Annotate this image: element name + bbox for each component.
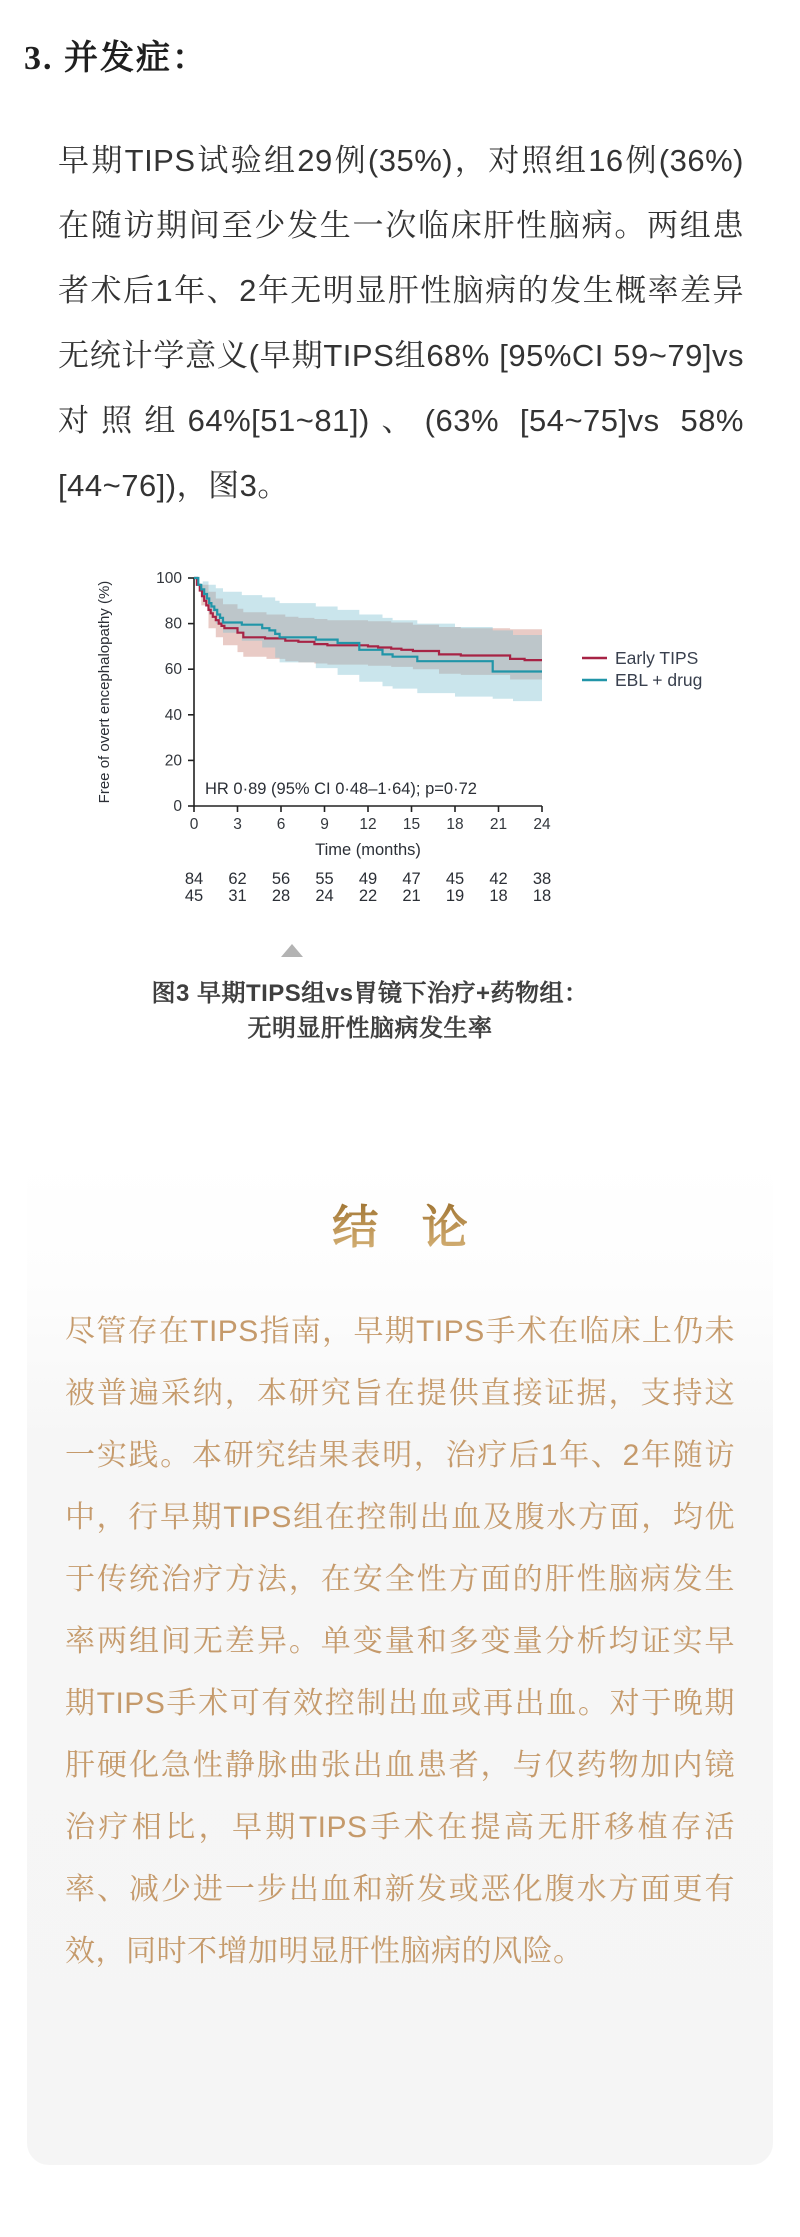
at-risk-number: 42 — [489, 870, 508, 888]
at-risk-number: 55 — [315, 870, 334, 888]
at-risk-number: 18 — [489, 887, 508, 905]
at-risk-number: 31 — [228, 887, 247, 905]
y-tick-label: 80 — [164, 615, 182, 633]
x-tick-label: 6 — [276, 816, 286, 833]
figure-caption-line2: 无明显肝性脑病发生率 — [247, 1015, 493, 1042]
complications-paragraph: 早期TIPS试验组29例(35%)，对照组16例(36%)在随访期间至少发生一次临床肝性脑病。两组患者术后1年、2年无明显肝性脑病的发生概率差异无统计学意义(早期TIPS组68% [95%CI 59~79]vs对照组64%[51~81])、(63% [54~75]vs 58%[44~76])，图3。 — [58, 143, 744, 503]
at-risk-number: 45 — [445, 870, 465, 888]
at-risk-number: 22 — [358, 887, 378, 905]
at-risk-number: 62 — [228, 870, 247, 888]
at-risk-number: 47 — [402, 870, 421, 888]
x-tick-label: 0 — [189, 816, 199, 833]
at-risk-number: 38 — [532, 870, 552, 888]
y-axis-label: Free of overt encephalopathy (%) — [96, 580, 113, 804]
y-tick-label: 100 — [156, 570, 182, 587]
at-risk-number: 49 — [358, 870, 378, 888]
km-survival-chart — [95, 553, 755, 915]
y-tick-label: 0 — [173, 798, 182, 815]
at-risk-number: 45 — [184, 887, 204, 905]
x-tick-label: 21 — [489, 816, 508, 833]
at-risk-number: 56 — [271, 870, 291, 888]
at-risk-number: 19 — [445, 887, 465, 905]
x-tick-label: 18 — [446, 816, 464, 833]
x-tick-label: 15 — [402, 816, 421, 833]
legend-label: Early TIPS — [615, 648, 699, 668]
at-risk-number: 21 — [402, 887, 421, 905]
x-tick-label: 9 — [320, 816, 329, 833]
km-chart-svg — [95, 553, 755, 915]
at-risk-number: 24 — [315, 887, 334, 905]
hr-annotation: HR 0·89 (95% CI 0·48–1·64); p=0·72 — [205, 780, 477, 798]
x-tick-label: 3 — [233, 816, 242, 833]
x-tick-label: 24 — [533, 816, 551, 833]
x-axis-label: Time (months) — [315, 841, 421, 859]
at-risk-number: 84 — [184, 870, 204, 888]
y-tick-label: 60 — [164, 661, 182, 679]
section-heading: 3. 并发症： — [24, 40, 208, 77]
at-risk-number: 28 — [271, 887, 291, 905]
at-risk-number: 18 — [532, 887, 552, 905]
x-tick-label: 12 — [359, 816, 377, 833]
figure-caption — [40, 976, 700, 1046]
conclusion-card — [27, 1160, 773, 2165]
y-tick-label: 20 — [164, 752, 182, 770]
conclusion-title: 结 论 — [27, 1198, 773, 1258]
legend-label: EBL + drug — [615, 670, 703, 690]
y-tick-label: 40 — [164, 706, 182, 724]
triangle-up-icon — [281, 944, 303, 957]
conclusion-paragraph: 尽管存在TIPS指南，早期TIPS手术在临床上仍未被普遍采纳，本研究旨在提供直接证据，支持这一实践。本研究结果表明，治疗后1年、2年随访中，行早期TIPS组在控制出血及腹水方面，均优于传统治疗方法，在安全性方面的肝性脑病发生率两组间无差异。单变量和多变量分析均证实早期TIPS手术可有效控制出血或再出血。对于晚期肝硬化急性静脉曲张出血患者，与仅药物加内镜治疗相比，早期TIPS手术在提高无肝移植存活率、减少进一步出血和新发或恶化腹水方面更有效，同时不增加明显肝性脑病的风险。 — [65, 1315, 735, 1968]
figure-caption-line1: 图3 早期TIPS组vs胃镜下治疗+药物组： — [151, 980, 589, 1007]
